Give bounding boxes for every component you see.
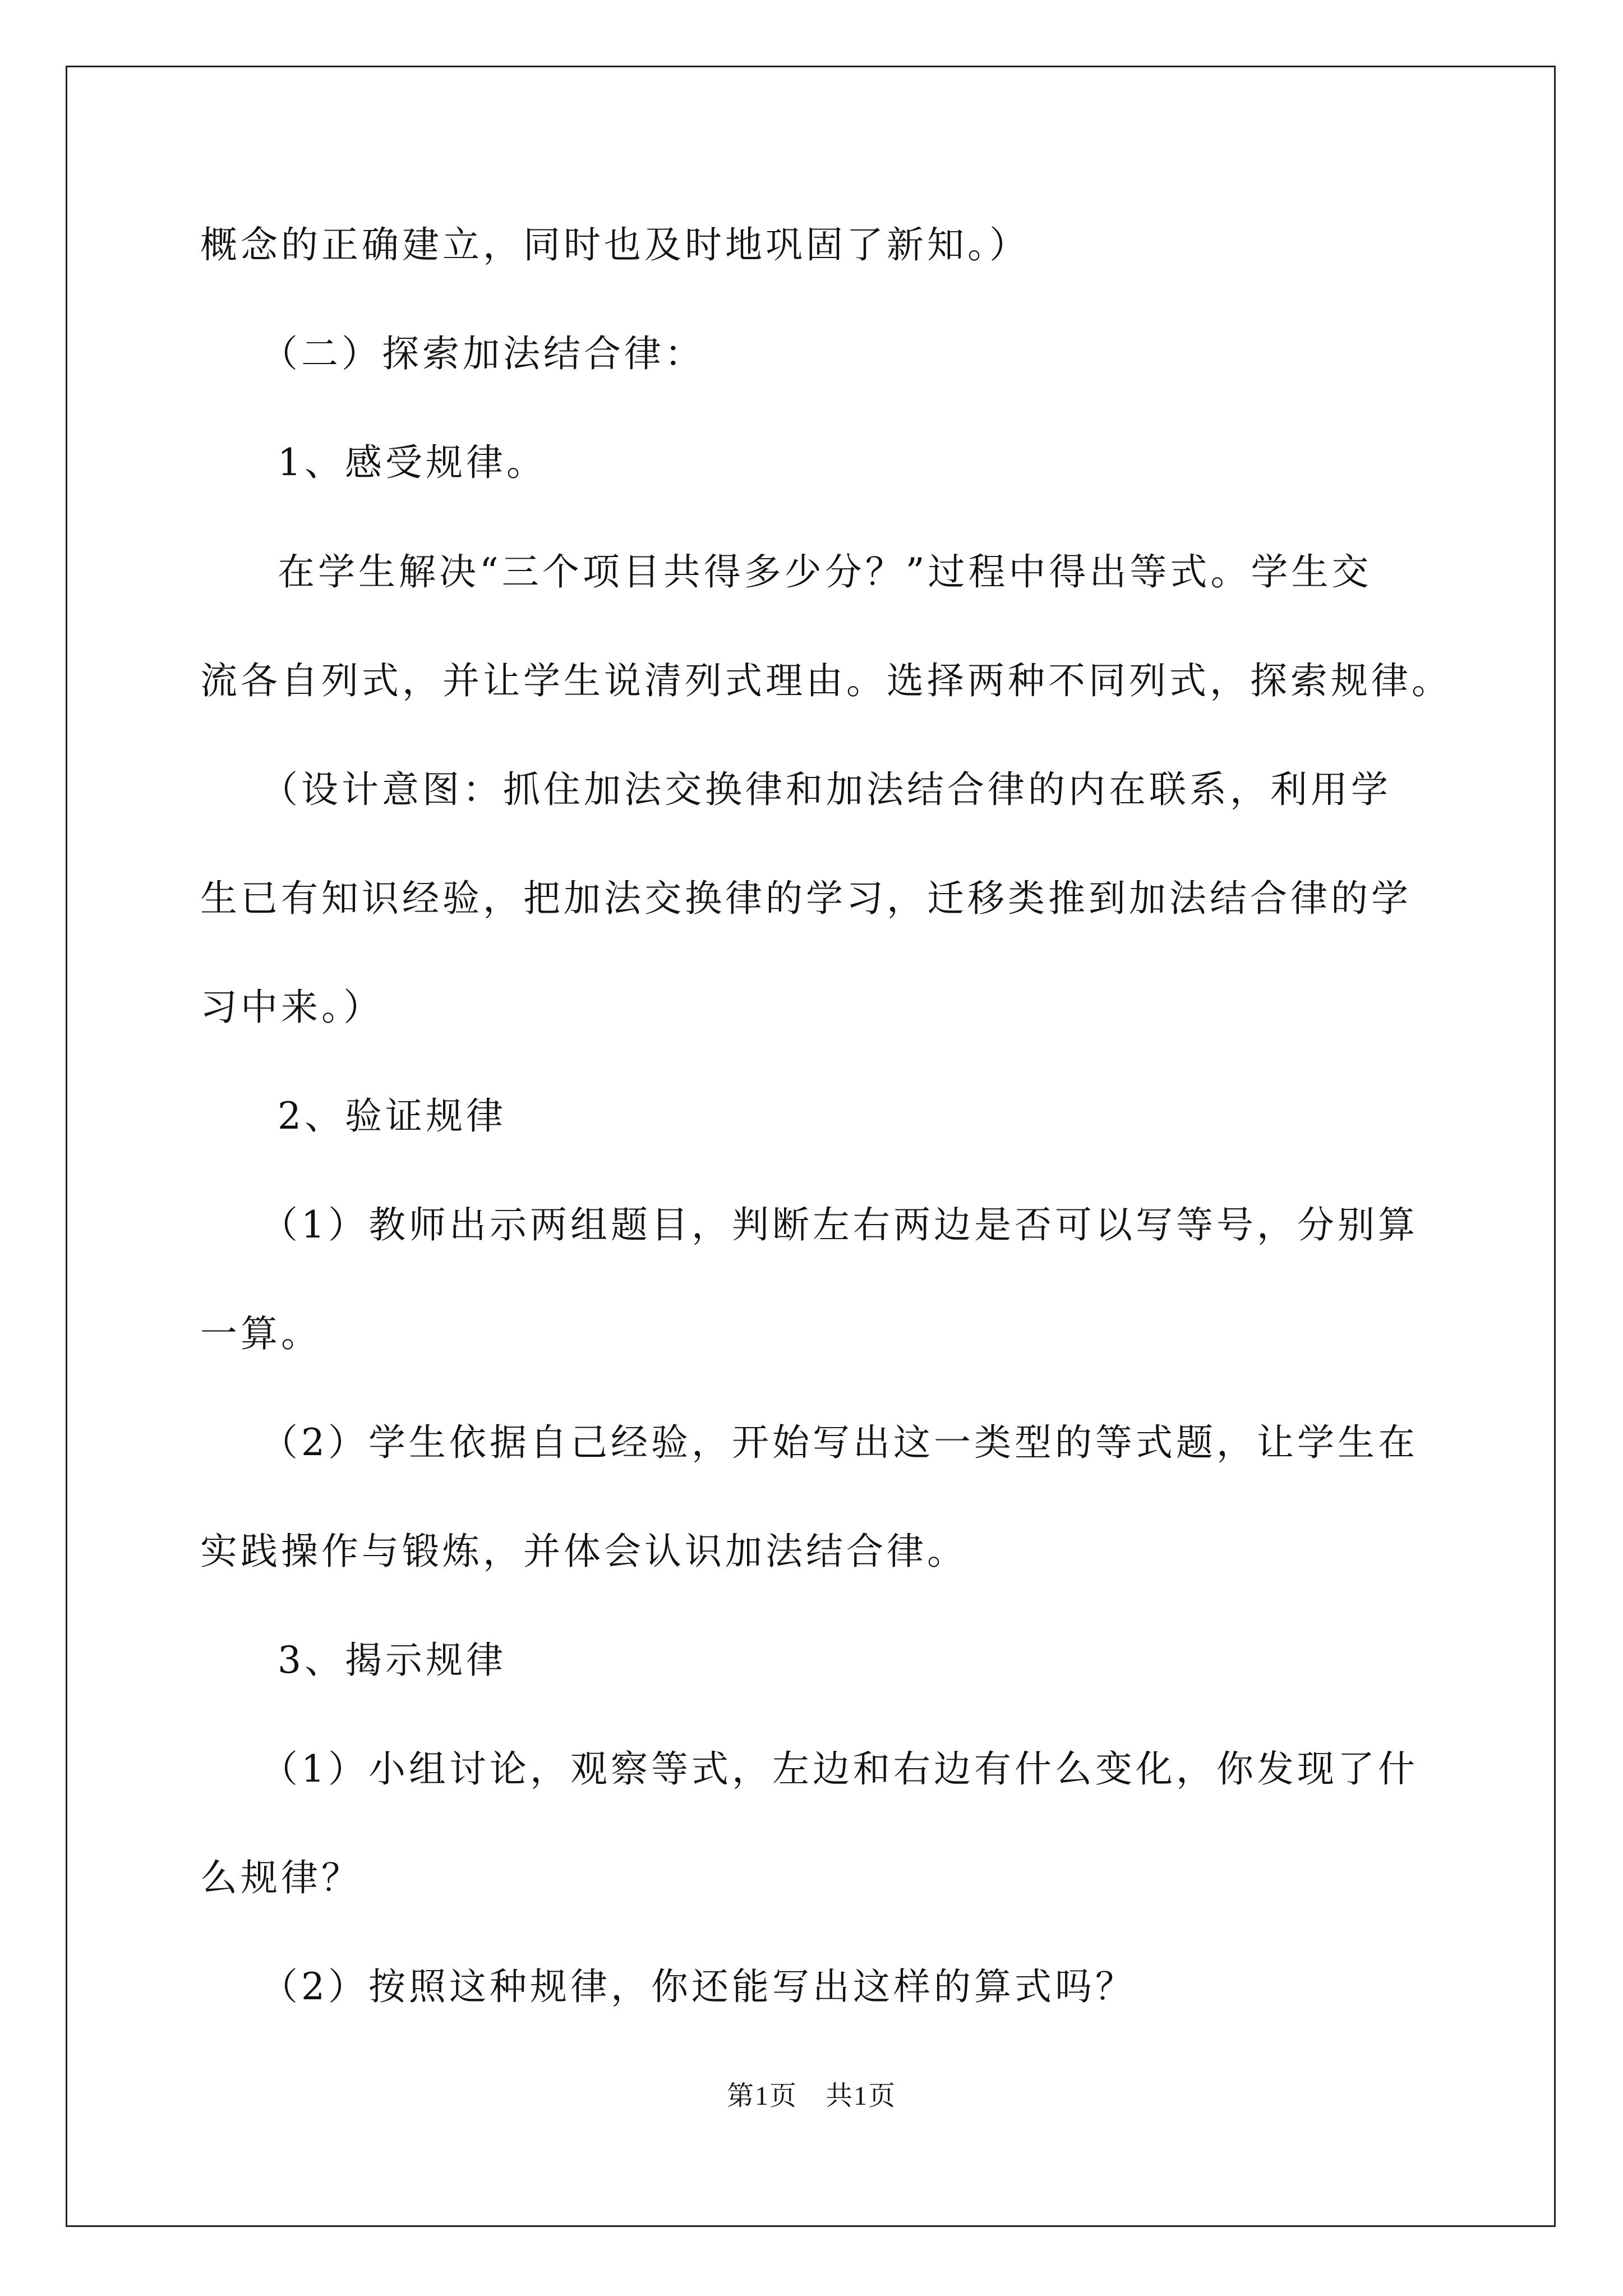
subsection-heading: 2、验证规律 [278,1094,506,1138]
page-number-footer: 第1页 共1页 [726,2081,896,2111]
paragraph-line: 习中来。） [200,986,384,1029]
paragraph-line: （设计意图：抓住加法交换律和加法结合律的内在联系，利用学 [261,768,1391,811]
paragraph-line: 概念的正确建立，同时也及时地巩固了新知。） [200,223,1030,266]
paragraph-line: （2）按照这种规律，你还能写出这样的算式吗？ [261,1965,1136,2008]
paragraph-line: （2）学生依据自己经验，开始写出这一类型的等式题，让学生在 [261,1421,1418,1464]
paragraph-line: 实践操作与锻炼，并体会认识加法结合律。 [200,1530,967,1573]
page-border [66,66,1556,2227]
subsection-heading: 3、揭示规律 [278,1639,506,1682]
paragraph-line: 流各自列式，并让学生说清列式理由。选择两种不同列式，探索规律。 [200,659,1452,702]
paragraph-line: 生已有知识经验，把加法交换律的学习，迁移类推到加法结合律的学 [200,877,1412,920]
paragraph-line: （1）小组讨论，观察等式，左边和右边有什么变化，你发现了什 [261,1747,1418,1791]
paragraph-line: 么规律？ [200,1856,362,1899]
section-heading: （二）探索加法结合律： [261,332,705,375]
paragraph-line: （1）教师出示两组题目，判断左右两边是否可以写等号，分别算 [261,1203,1418,1246]
subsection-heading: 1、感受规律。 [278,441,547,484]
paragraph-line: 在学生解决“三个项目共得多少分？”过程中得出等式。学生交 [278,550,1372,593]
paragraph-line: 一算。 [200,1312,321,1355]
